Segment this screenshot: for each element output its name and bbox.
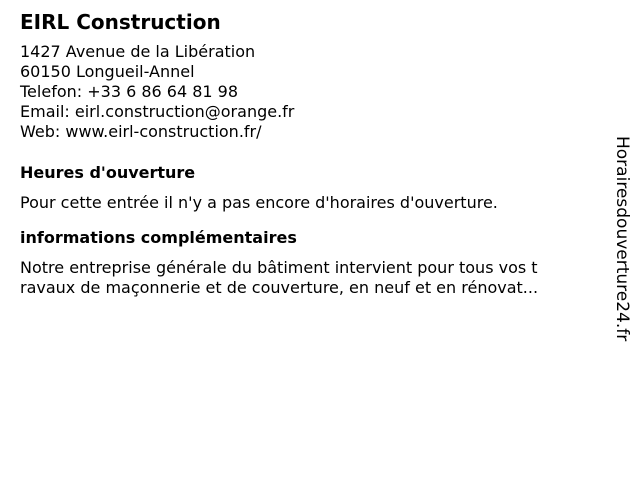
additional-info-line-2: ravaux de maçonnerie et de couverture, en neuf et en rénovat...	[20, 278, 539, 297]
business-card	[20, 9, 600, 298]
opening-hours-heading: Heures d'ouverture	[20, 163, 196, 182]
opening-hours-text: Pour cette entrée il n'y a pas encore d'horaires d'ouverture.	[20, 193, 498, 212]
business-name: EIRL Construction	[20, 10, 221, 34]
additional-info-heading: informations complémentaires	[20, 228, 297, 247]
email-address: Email: eirl.construction@orange.fr	[20, 102, 295, 121]
site-watermark: Horairesdouverture24.fr	[612, 136, 632, 342]
address-line-1: 1427 Avenue de la Libération	[20, 42, 256, 61]
additional-info-text	[20, 258, 590, 298]
phone-number: Telefon: +33 6 86 64 81 98	[20, 82, 239, 101]
additional-info-line-1: Notre entreprise générale du bâtiment intervient pour tous vos t	[20, 258, 538, 277]
website: Web: www.eirl-construction.fr/	[20, 122, 262, 141]
address-line-2: 60150 Longueil-Annel	[20, 62, 195, 81]
